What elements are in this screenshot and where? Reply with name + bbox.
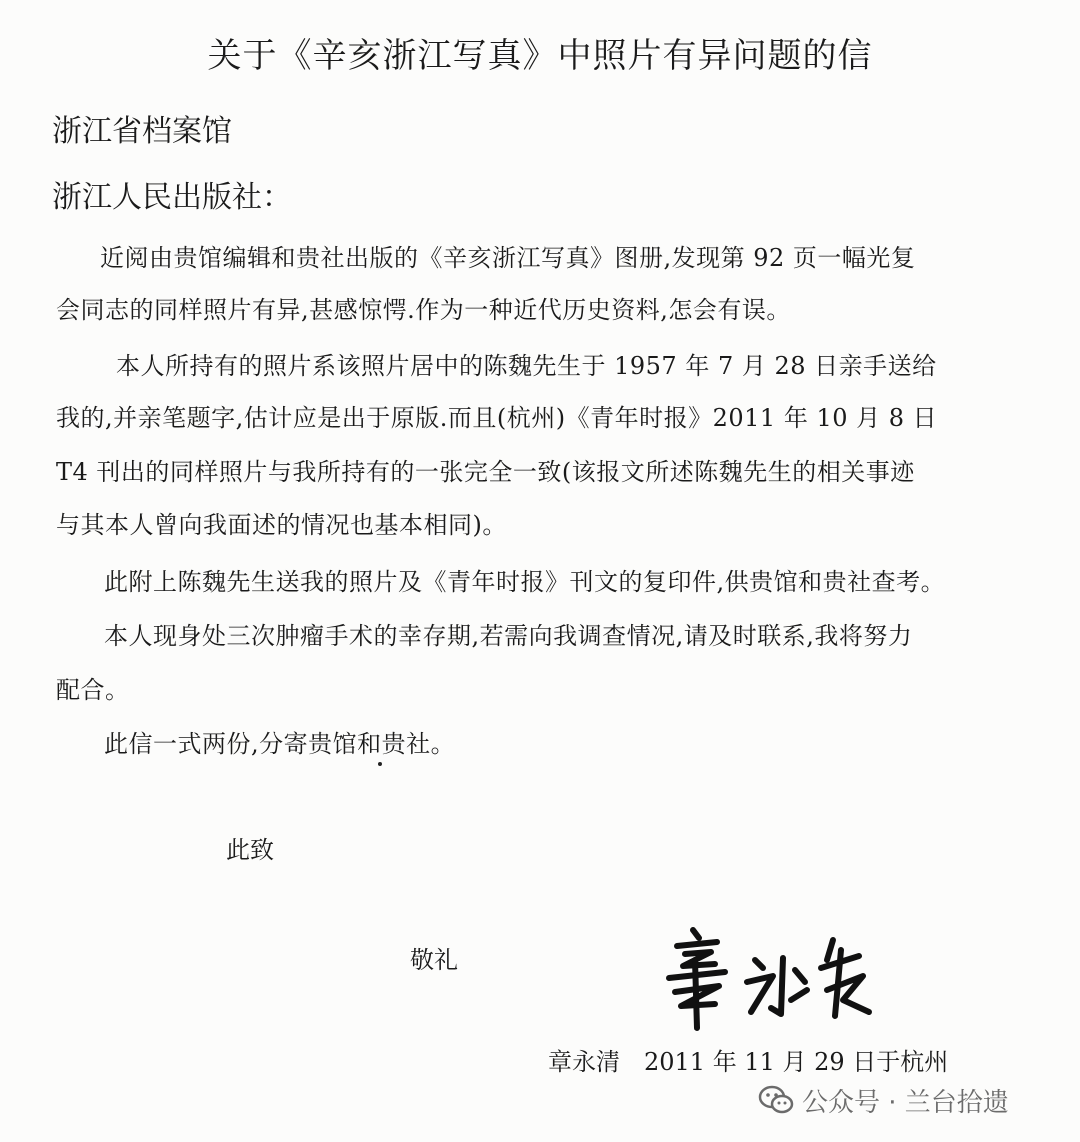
body-line: 本人所持有的照片系该照片居中的陈魏先生于 1957 年 7 月 28 日亲手送给 [116, 352, 937, 380]
recipient-publisher: 浙江人民出版社： [52, 180, 292, 215]
letter-title: 关于《辛亥浙江写真》中照片有异问题的信 [207, 36, 873, 76]
body-line: 我的,并亲笔题字,估计应是出于原版.而且(杭州)《青年时报》2011 年 10 月 8 日 [56, 404, 938, 432]
stray-dot [378, 762, 382, 766]
handwritten-signature [655, 920, 875, 1040]
body-line: 会同志的同样照片有异,甚感惊愕.作为一种近代历史资料,怎会有误。 [56, 296, 791, 324]
recipient-archives: 浙江省档案馆 [52, 114, 232, 149]
body-line: 近阅由贵馆编辑和贵社出版的《辛亥浙江写真》图册,发现第 92 页一幅光复 [100, 244, 916, 272]
watermark [758, 1080, 1009, 1120]
closing-jingli: 敬礼 [410, 946, 458, 974]
body-line: 本人现身处三次肿瘤手术的幸存期,若需向我调查情况,请及时联系,我将努力 [104, 622, 913, 650]
watermark-text: 公众号 · 兰台拾遗 [802, 1087, 1009, 1118]
body-line: 此附上陈魏先生送我的照片及《青年时报》刊文的复印件,供贵馆和贵社查考。 [104, 568, 946, 596]
wechat-icon [758, 1085, 794, 1115]
body-line: 与其本人曾向我面述的情况也基本相同)。 [56, 511, 507, 539]
body-line: 配合。 [56, 676, 130, 704]
closing-cizhi: 此致 [226, 836, 274, 864]
body-line: T4 刊出的同样照片与我所持有的一张完全一致(该报文所述陈魏先生的相关事迹 [56, 458, 915, 486]
sender-and-date: 章永清 2011 年 11 月 29 日于杭州 [548, 1048, 949, 1076]
body-line: 此信一式两份,分寄贵馆和贵社。 [104, 730, 456, 758]
